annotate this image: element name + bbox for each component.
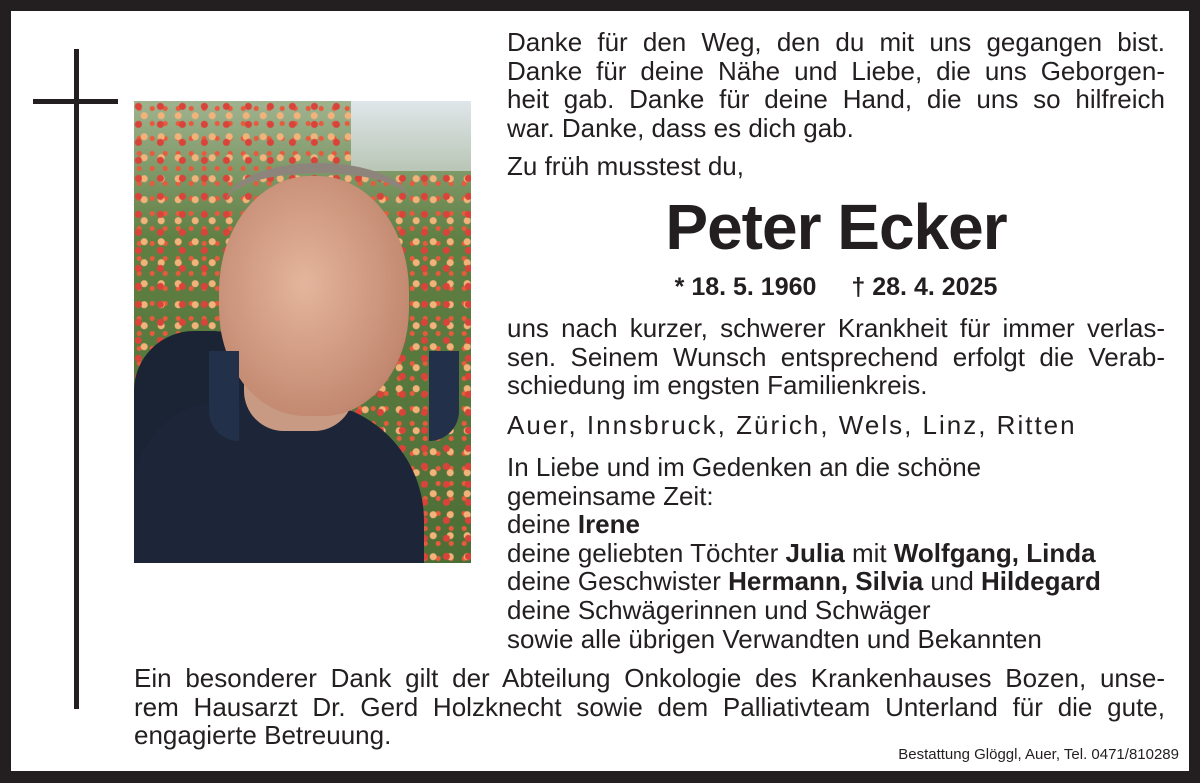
birth-date: * 18. 5. 1960 xyxy=(674,273,817,301)
text-line: heit gab. Danke für deine Hand, die uns so hilfreich xyxy=(507,84,1165,115)
intro-text xyxy=(507,28,1165,142)
deceased-name: Peter Ecker xyxy=(665,191,1007,263)
text-line: Danke für den Weg, den du mit uns gegangen bist. xyxy=(507,27,1165,57)
text-line: war. Danke, dass es dich gab. xyxy=(507,112,854,143)
text-line: sowie alle übrigen Verwandten und Bekannten xyxy=(507,623,1042,654)
text-line: Danke für deine Nähe und Liebe, die uns Geborgen- xyxy=(507,55,1165,86)
text-line: gemeinsame Zeit: xyxy=(507,480,714,511)
cross-icon-bar xyxy=(33,99,118,104)
death-date: † 28. 4. 2025 xyxy=(851,273,998,301)
mourner-wife: deine Irene xyxy=(507,509,640,540)
lead-text xyxy=(507,152,1165,181)
thanks-text xyxy=(134,664,1165,750)
text-line: In Liebe und im Gedenken an die schöne xyxy=(507,452,982,482)
text-line: deine Schwägerinnen und Schwäger xyxy=(507,594,931,625)
message-text xyxy=(507,314,1165,400)
text-line: Ein besonderer Dank gilt der Abteilung Onkologie des Krankenhauses Bozen, unse- xyxy=(134,663,1165,693)
undertaker-info: Bestattung Glöggl, Auer, Tel. 0471/810289 xyxy=(898,746,1179,763)
places: Auer, Innsbruck, Zürich, Wels, Linz, Ritten xyxy=(507,410,1077,440)
text-line: sen. Seinem Wunsch entsprechend erfolgt die Verab- xyxy=(507,341,1165,372)
text-line: uns nach kurzer, schwerer Krankheit für immer verlas- xyxy=(507,313,1165,343)
mourner-siblings: deine Geschwister Hermann, Silvia und Hildegard xyxy=(507,566,1101,597)
text-line: engagierte Betreuung. xyxy=(134,720,392,751)
life-dates xyxy=(507,273,1165,302)
text-line: Zu früh musstest du, xyxy=(507,151,744,181)
cross-icon xyxy=(74,49,79,709)
text-line: rem Hausarzt Dr. Gerd Holzknecht sowie dem Palliativteam Unterland für die gute, xyxy=(134,691,1165,722)
mourners-list xyxy=(507,453,1165,653)
mourner-daughters: deine geliebten Töchter Julia mit Wolfgang, Linda xyxy=(507,537,1096,568)
text-line: schiedung im engsten Familienkreis. xyxy=(507,370,928,401)
portrait-photo xyxy=(134,101,471,563)
